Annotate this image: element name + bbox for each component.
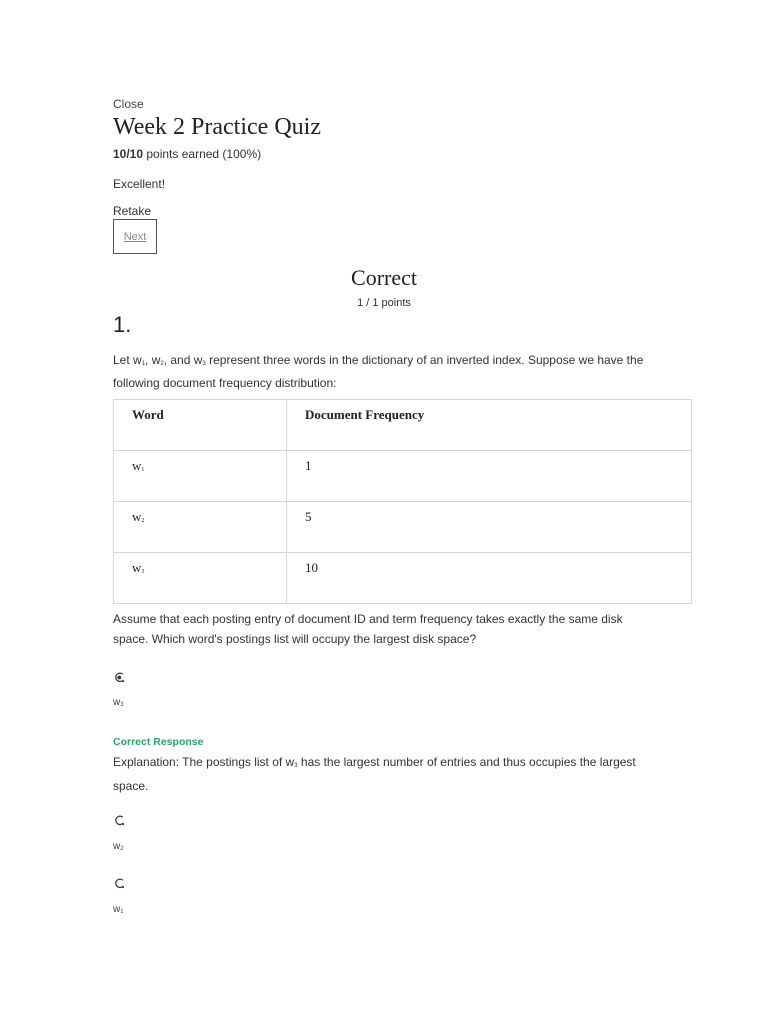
table-cell-word: w1 — [114, 451, 287, 502]
radio-selected-icon — [114, 672, 125, 683]
retake-link[interactable]: Retake — [113, 204, 152, 218]
radio-option-1[interactable] — [114, 672, 124, 682]
table-row — [114, 451, 692, 502]
table-header-word: Word — [114, 400, 287, 451]
table-cell-frequency: 10 — [287, 553, 692, 604]
question-prompt: Let w1, w2, and w3 represent three words in the dictionary of an inverted index. Suppose we have the following document frequency distribution: — [113, 353, 644, 390]
next-link[interactable]: Next — [123, 230, 147, 243]
radio-unselected-icon — [114, 878, 125, 889]
score-suffix: points earned (100%) — [143, 147, 262, 161]
question-points: 1 / 1 points — [357, 297, 411, 309]
result-message: Excellent! — [113, 177, 166, 191]
close-link[interactable]: Close — [113, 97, 144, 111]
question-number: 1. — [113, 312, 132, 337]
option-label: w1 — [113, 904, 124, 915]
table-cell-word: w2 — [114, 502, 287, 553]
correct-response-label: Correct Response — [113, 736, 204, 748]
radio-option-3[interactable] — [114, 878, 124, 888]
next-button[interactable] — [113, 219, 157, 254]
table-header-row — [114, 400, 692, 451]
score-line — [113, 147, 261, 161]
question-status: Correct — [351, 265, 417, 290]
option-label: w2 — [113, 841, 124, 852]
page-title: Week 2 Practice Quiz — [113, 114, 321, 140]
explanation-text: Explanation: The postings list of w3 has the largest number of entries and thus occupies the largest space. — [113, 755, 636, 793]
table-row — [114, 502, 692, 553]
table-cell-frequency: 5 — [287, 502, 692, 553]
question-assumption: Assume that each posting entry of document ID and term frequency takes exactly the same disk space. Which word's postings list will occupy the largest disk space? — [113, 612, 623, 646]
radio-unselected-icon — [114, 815, 125, 826]
table-row — [114, 553, 692, 604]
score-value: 10/10 — [113, 147, 144, 161]
table-header-frequency: Document Frequency — [287, 400, 692, 451]
table-cell-frequency: 1 — [287, 451, 692, 502]
frequency-table — [113, 399, 692, 604]
option-label: w3 — [113, 697, 124, 708]
table-cell-word: w3 — [114, 553, 287, 604]
radio-option-2[interactable] — [114, 815, 124, 825]
